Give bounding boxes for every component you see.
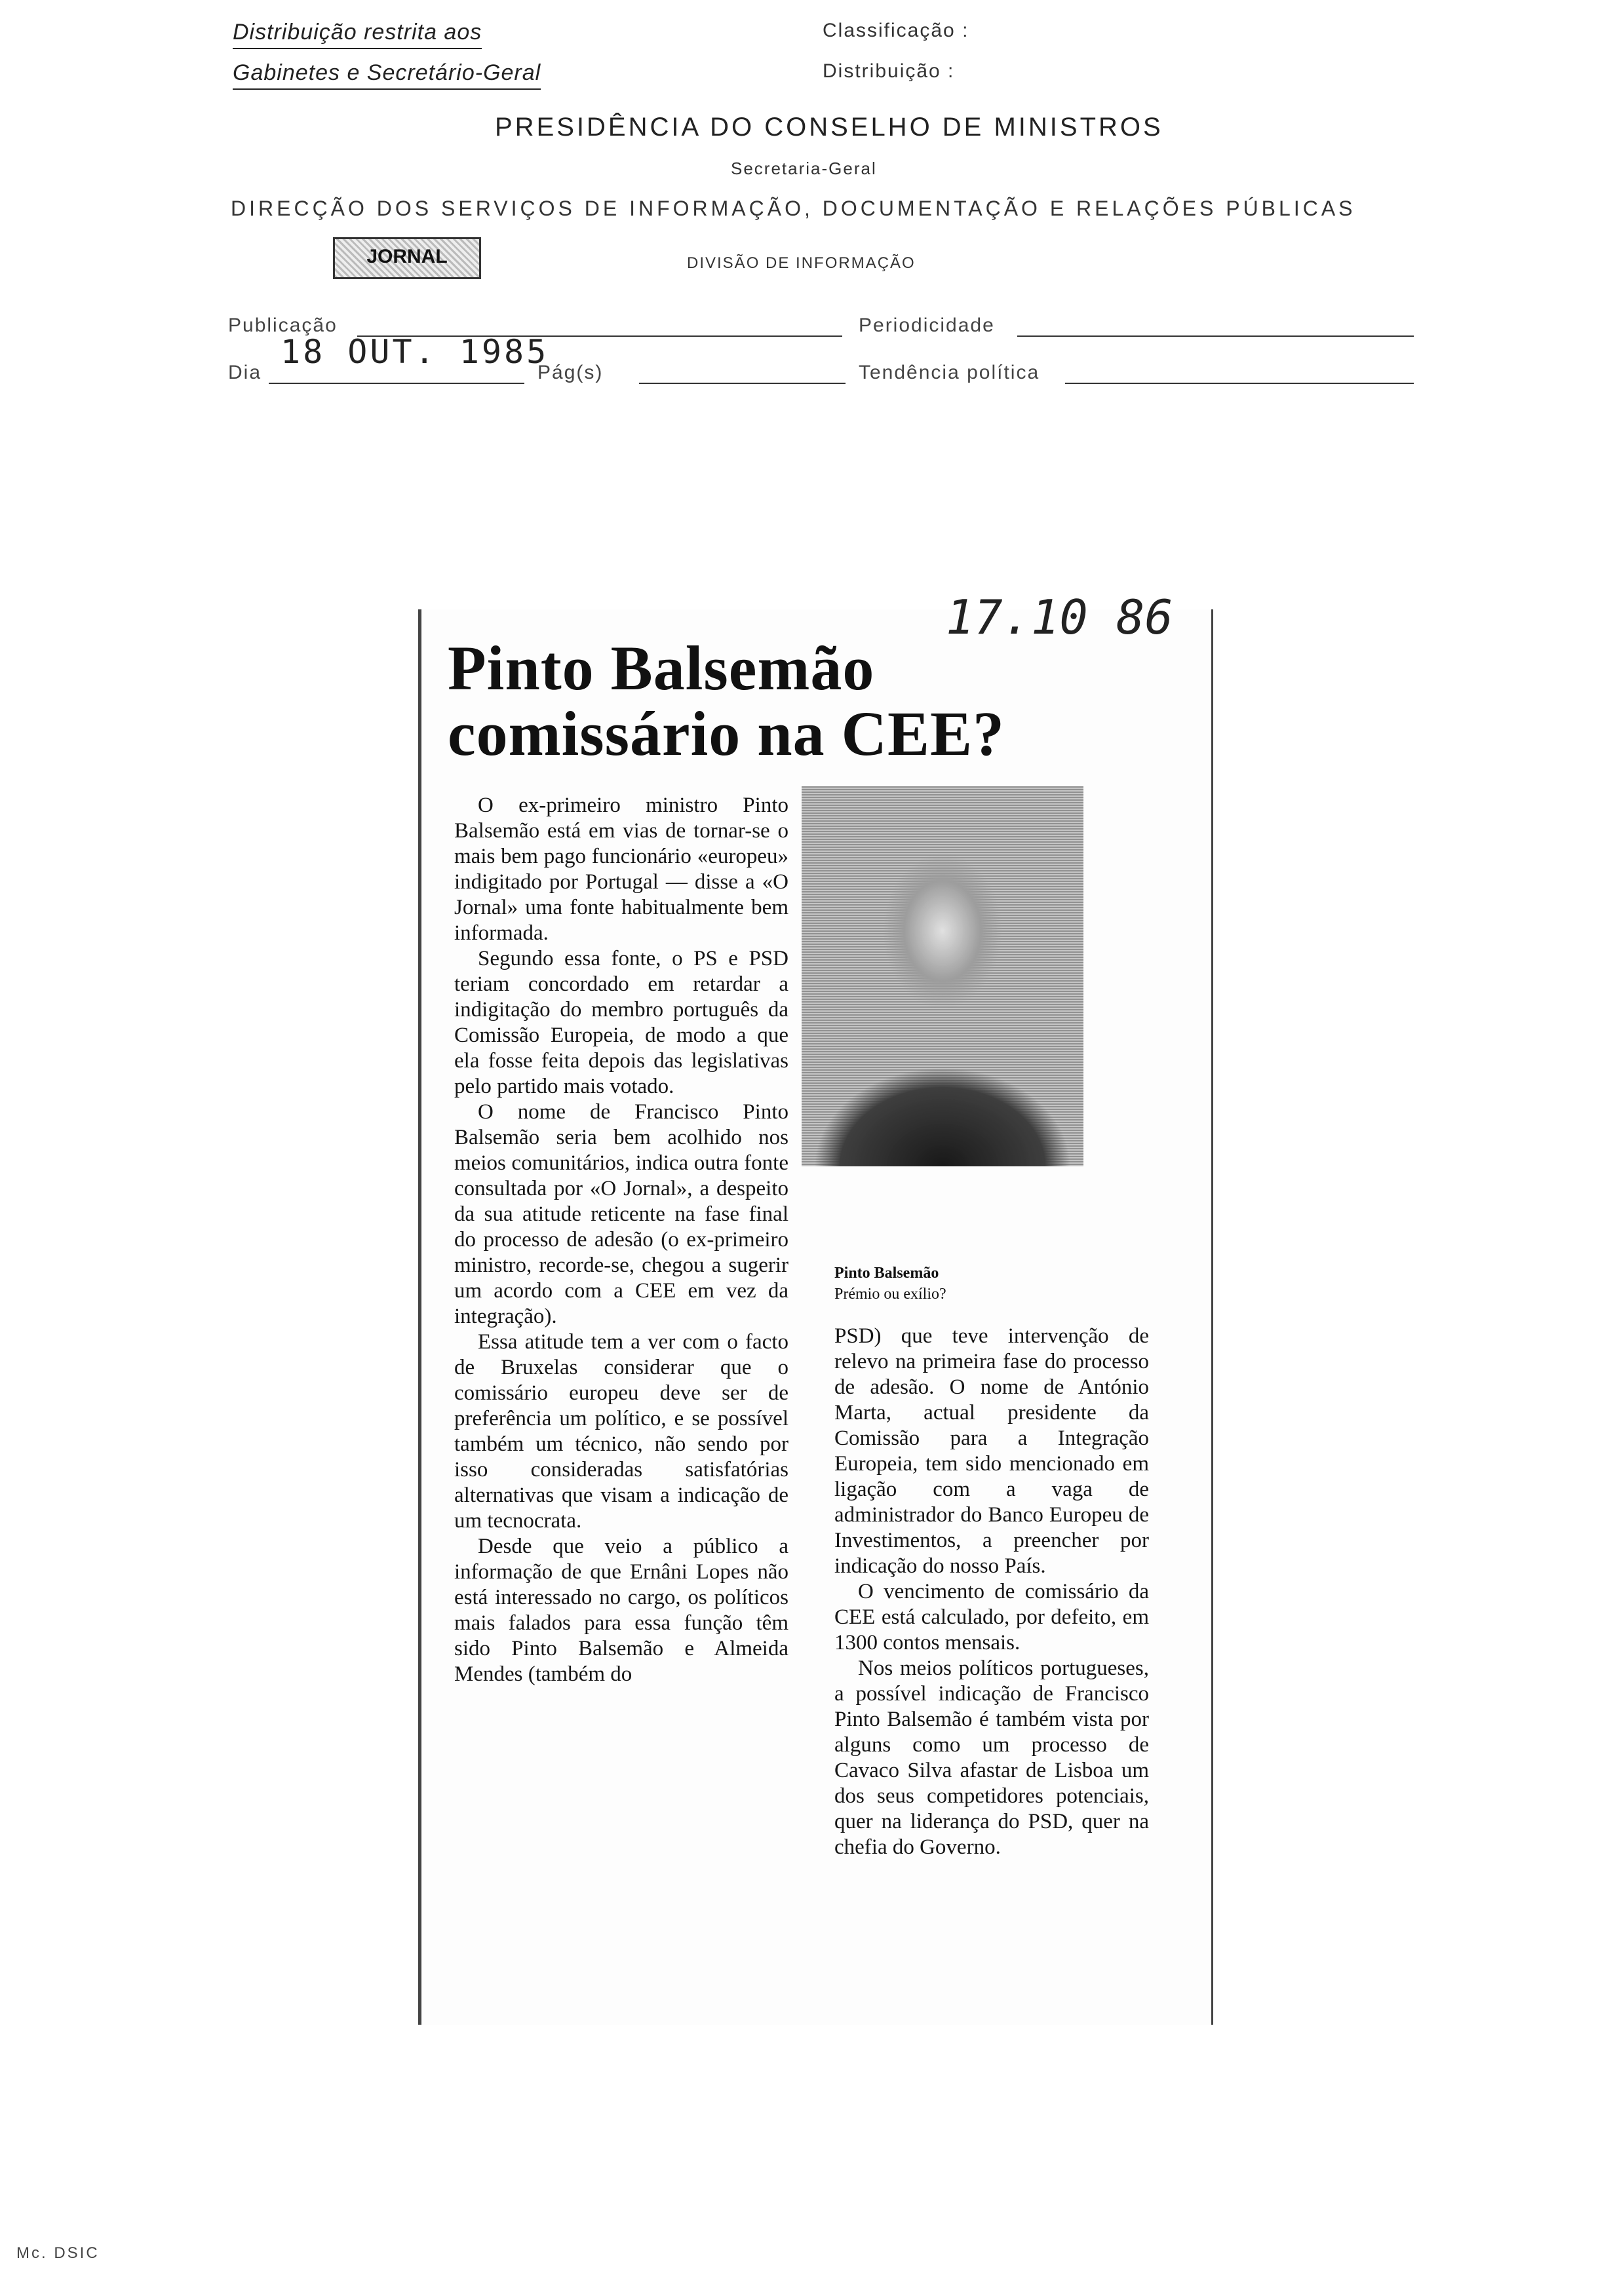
restricted-distribution-line1: Distribuição restrita aos	[233, 20, 482, 49]
day-line	[269, 383, 524, 384]
headline-line2: comissário na CEE?	[448, 698, 1005, 769]
article-paragraph: Essa atitude tem a ver com o facto de Bruxelas considerar que o comissário europeu deve ser de preferência um político, e se possível também um técnico, não sendo por isso consideradas satisfatórias alternativas que visam a indicação de um tecnocrata.	[454, 1330, 788, 1533]
publication-label: Publicação	[228, 315, 338, 336]
photo-caption-name: Pinto Balsemão	[834, 1265, 939, 1282]
division-label: DIVISÃO DE INFORMAÇÃO	[687, 254, 916, 272]
article-paragraph: O nome de Francisco Pinto Balsemão seria bem acolhido nos meios comunitários, indica outra fonte consultada por «O Jornal», a despeito da sua atitude reticente na fase final do processo de adesão (o ex-primeiro ministro, recorde-se, chegou a sugerir um acordo com a CEE em vez da integração).	[454, 1100, 788, 1328]
article-paragraph: O vencimento de comissário da CEE está calculado, por defeito, em 1300 contos mensais.	[834, 1580, 1149, 1655]
tendency-label: Tendência política	[859, 362, 1040, 383]
restricted-distribution-line2: Gabinetes e Secretário-Geral	[233, 60, 541, 90]
classification-label: Classificação :	[823, 20, 969, 41]
date-stamp: 18 OUT. 1985	[281, 333, 549, 371]
article-column-2	[834, 1324, 1149, 1860]
newspaper-stamp: JORNAL	[333, 237, 481, 279]
pages-line	[639, 383, 846, 384]
periodicity-label: Periodicidade	[859, 315, 995, 336]
article-paragraph: O ex-primeiro ministro Pinto Balsemão está em vias de tornar-se o mais bem pago funcionário «europeu» indigitado por Portugal — disse a «O Jornal» uma fonte habitualmente bem informada.	[454, 794, 788, 945]
pages-label: Pág(s)	[537, 362, 604, 383]
headline-line1: Pinto Balsemão	[448, 633, 875, 703]
form-code: Mc. DSIC	[16, 2244, 100, 2262]
article-paragraph: Desde que veio a público a informação de que Ernâni Lopes não está interessado no cargo, os políticos mais falados para essa função têm sido Pinto Balsemão e Almeida Mendes (também do	[454, 1535, 788, 1686]
directorate-title: DIRECÇÃO DOS SERVIÇOS DE INFORMAÇÃO, DOCUMENTAÇÃO E RELAÇÕES PÚBLICAS	[231, 197, 1356, 220]
tendency-line	[1065, 383, 1414, 384]
day-label: Dia	[228, 362, 262, 383]
article-paragraph: Nos meios políticos portugueses, a possível indicação de Francisco Pinto Balsemão é também vista por alguns como um processo de Cavaco Silva afastar de Lisboa um dos seus competidores potenciais, quer na liderança do PSD, quer na chefia do Governo.	[834, 1656, 1149, 1859]
photo-caption-subtitle: Prémio ou exílio?	[834, 1286, 946, 1303]
portrait-photo	[802, 786, 1083, 1166]
distribution-label: Distribuição :	[823, 60, 955, 82]
organization-title: PRESIDÊNCIA DO CONSELHO DE MINISTROS	[495, 113, 1163, 142]
periodicity-line	[1017, 335, 1414, 337]
article-paragraph: Segundo essa fonte, o PS e PSD teriam concordado em retardar a indigitação do membro português da Comissão Europeia, de modo a que ela fosse feita depois das legislativas pelo partido mais votado.	[454, 947, 788, 1098]
newspaper-clipping	[419, 590, 1213, 2025]
handwritten-date-note: 17.10 86	[946, 590, 1173, 645]
article-column-1	[454, 793, 788, 1687]
article-paragraph: PSD) que teve intervenção de relevo na primeira fase do processo de adesão. O nome de António Marta, actual presidente da Comissão para a Integração Europeia, tem sido mencionado em ligação com a vaga de administrador do Banco Europeu de Investimentos, a preencher por indicação do nosso País.	[834, 1324, 1149, 1578]
secretariat-subtitle: Secretaria-Geral	[731, 159, 877, 178]
